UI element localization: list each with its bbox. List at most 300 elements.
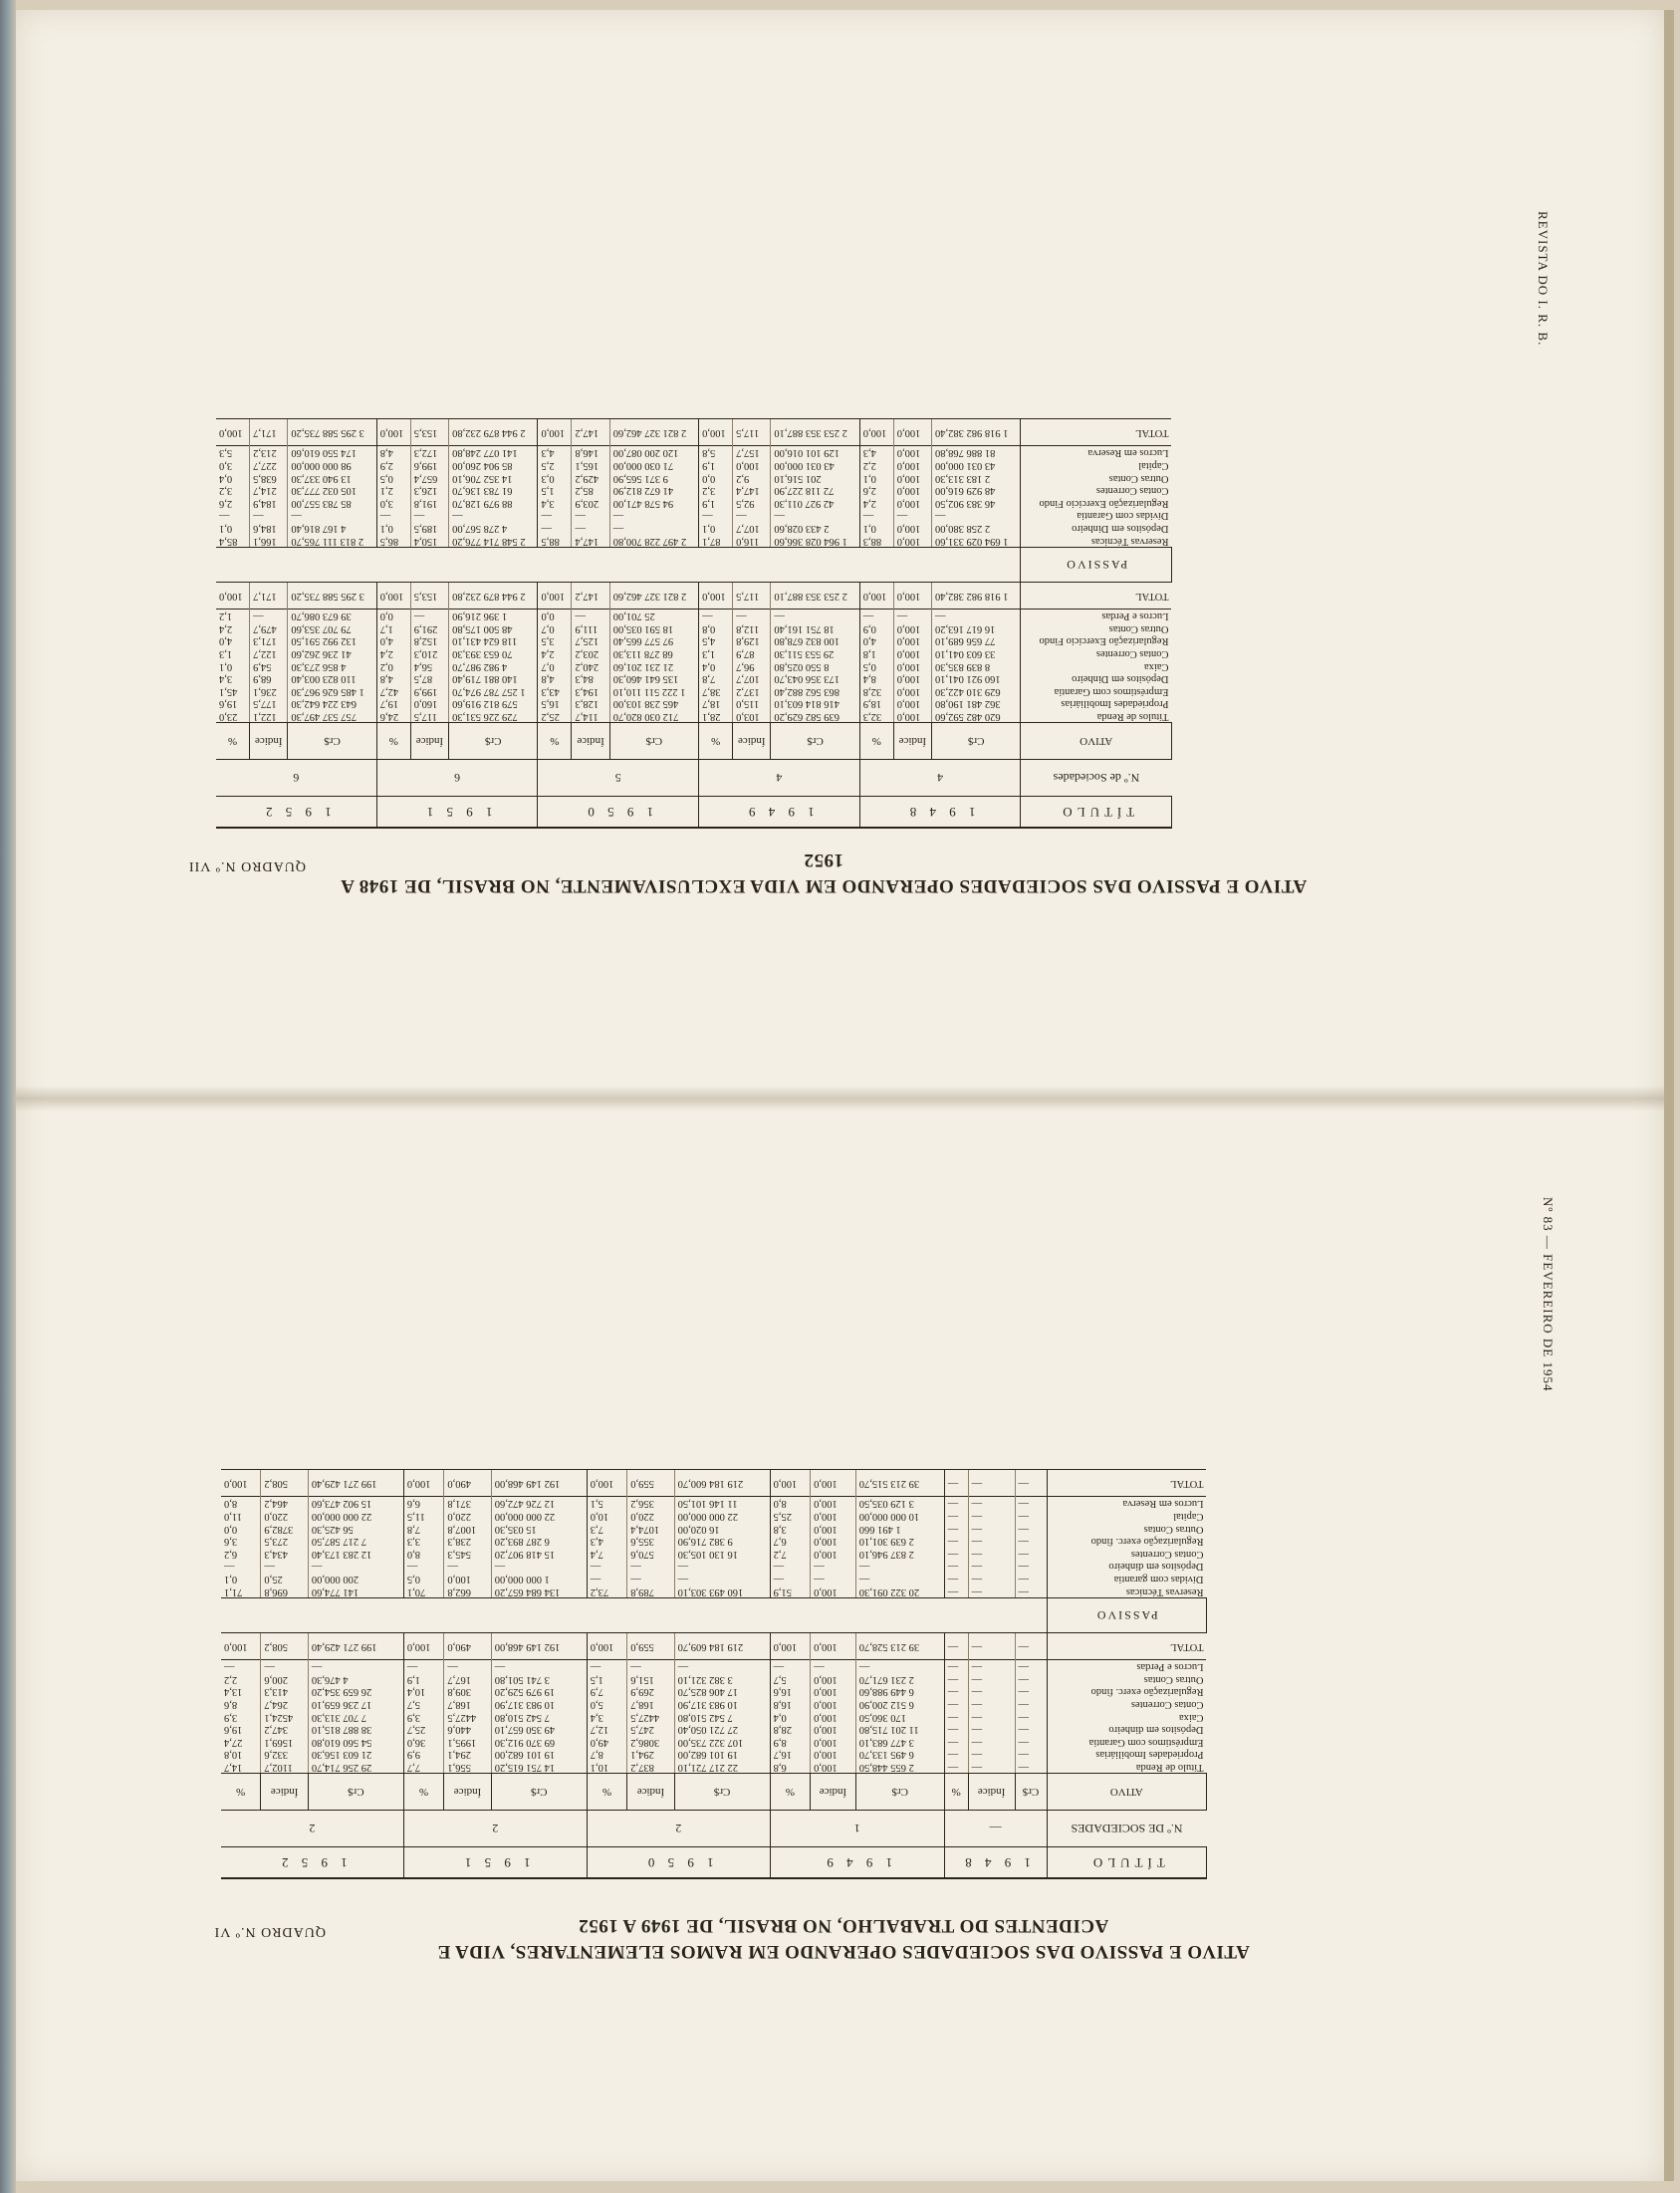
cell-value: 100,0 — [811, 1710, 856, 1723]
cell-value: 88 979 128,70 — [449, 496, 538, 509]
quadro-vi-table — [221, 1469, 1207, 1879]
quadro-vi-label: QUADRO N.º VI — [213, 1924, 326, 1939]
cell-value: 214,7 — [250, 484, 288, 497]
cell-value: 32,3 — [859, 709, 893, 722]
cell-value: 7,2 — [770, 1547, 810, 1560]
cell-value: — — [1015, 1697, 1047, 1710]
total-value: 100,0 — [216, 582, 250, 609]
cell-value: 100,0 — [811, 1584, 856, 1597]
column-header: Cr$ — [491, 1774, 587, 1811]
cell-value: — — [893, 509, 931, 522]
cell-value: 100,0 — [893, 672, 931, 685]
titulo-header: TÍTULO — [1021, 797, 1172, 829]
cell-value: — — [944, 1560, 968, 1573]
cell-value: 0,5 — [376, 471, 410, 484]
cell-value: 9,9 — [403, 1748, 443, 1761]
cell-value: 0,5 — [859, 659, 893, 672]
column-header: Cr$ — [932, 723, 1021, 760]
cell-value: 171,3 — [250, 634, 288, 647]
cell-value: 107,7 — [733, 521, 771, 534]
total-value: 100,0 — [376, 418, 410, 445]
nsoc-value: 4 — [859, 760, 1021, 797]
cell-value: 1569,1 — [261, 1735, 308, 1748]
cell-value: — — [288, 509, 376, 522]
cell-value: — — [855, 1659, 944, 1672]
cell-value: — — [944, 1535, 968, 1548]
cell-value: 13,4 — [221, 1685, 261, 1698]
cell-value: 22 000 000,00 — [491, 1510, 587, 1523]
cell-value: — — [968, 1522, 1015, 1535]
cell-value: 25,5 — [770, 1510, 810, 1523]
cell-value: 7,8 — [699, 672, 733, 685]
total-value: 3 295 588 735,20 — [288, 582, 376, 609]
cell-value: 100,0 — [893, 534, 931, 547]
cell-value: 85 783 557,00 — [288, 496, 376, 509]
table-row — [216, 471, 1172, 484]
cell-value: 39 673 086,70 — [288, 609, 376, 621]
cell-value: 38 887 815,10 — [308, 1723, 403, 1736]
cell-value: 105 032 777,30 — [288, 484, 376, 497]
cell-value: — — [944, 1510, 968, 1523]
cell-value: — — [1015, 1560, 1047, 1573]
row-label: Depósitos em dinheiro — [1047, 1723, 1206, 1736]
cell-value: 21 231 201,60 — [609, 659, 698, 672]
cell-value: 264,7 — [261, 1697, 308, 1710]
cell-value: 116,0 — [733, 534, 771, 547]
cell-value: — — [1015, 1659, 1047, 1672]
row-label: Outras Contas — [1047, 1672, 1206, 1685]
total-value: 219 184 600,70 — [674, 1469, 770, 1496]
row-label: Outras Contas — [1021, 621, 1172, 634]
cell-value: 11,0 — [221, 1510, 261, 1523]
cell-value: — — [968, 1496, 1015, 1509]
cell-value: 0,1 — [216, 659, 250, 672]
total-label: TOTAL — [1021, 418, 1172, 445]
cell-value: 6,7 — [770, 1535, 810, 1548]
cell-value: 94 578 471,00 — [609, 496, 698, 509]
cell-value: 100,0 — [811, 1535, 856, 1548]
total-value: 100,0 — [538, 418, 572, 445]
cell-value: 220,0 — [261, 1510, 308, 1523]
cell-value: 22 217 721,10 — [674, 1760, 770, 1773]
cell-value: 200,6 — [261, 1672, 308, 1685]
total-row — [216, 582, 1172, 609]
cell-value: — — [1015, 1735, 1047, 1748]
cell-value: 10 983 317,90 — [674, 1697, 770, 1710]
cell-value: 120 200 087,00 — [609, 445, 698, 458]
cell-value: 68,9 — [250, 672, 288, 685]
column-header: % — [216, 723, 250, 760]
cell-value: 25,0 — [261, 1572, 308, 1584]
total-value: 100,0 — [859, 582, 893, 609]
cell-value: 639 582 629,20 — [771, 709, 859, 722]
cell-value: — — [968, 1672, 1015, 1685]
cell-value: 5,1 — [587, 1496, 626, 1509]
cell-value: — — [968, 1560, 1015, 1573]
cell-value: — — [444, 1659, 491, 1672]
cell-value: — — [1015, 1672, 1047, 1685]
total-value: 147,2 — [572, 582, 609, 609]
cell-value: 220,0 — [627, 1510, 674, 1523]
total-value: 2 253 353 887,10 — [771, 418, 859, 445]
cell-value: 146,8 — [572, 445, 609, 458]
cell-value: 70,1 — [403, 1584, 443, 1597]
cell-value: 2 639 301,10 — [855, 1535, 944, 1548]
cell-value: 71 030 000,00 — [609, 459, 698, 472]
nsoc-value: — — [944, 1811, 1047, 1847]
cell-value: 125,7 — [572, 634, 609, 647]
total-value: 117,5 — [733, 582, 771, 609]
cell-value: — — [261, 1659, 308, 1672]
cell-value: — — [627, 1659, 674, 1672]
cell-value: 13 940 337,30 — [288, 471, 376, 484]
table-row — [221, 1560, 1207, 1573]
cell-value: 294,1 — [444, 1748, 491, 1761]
cell-value: 157,7 — [733, 445, 771, 458]
cell-value: — — [1015, 1572, 1047, 1584]
cell-value: 729 226 531,30 — [449, 709, 538, 722]
total-value: 199 271 429,40 — [308, 1632, 403, 1659]
cell-value: — — [944, 1572, 968, 1584]
cell-value: 7,7 — [403, 1760, 443, 1773]
row-label: Lucros em Reserva — [1047, 1496, 1206, 1509]
cell-value: 117,5 — [410, 709, 448, 722]
cell-value: 1,9 — [699, 496, 733, 509]
cell-value: 2,1 — [376, 484, 410, 497]
cell-value: 2,4 — [538, 646, 572, 659]
table-row — [216, 445, 1172, 458]
cell-value: 87,1 — [699, 534, 733, 547]
cell-value: — — [1015, 1547, 1047, 1560]
cell-value: 3,9 — [221, 1710, 261, 1723]
cell-value: 100,0 — [811, 1748, 856, 1761]
cell-value: — — [968, 1685, 1015, 1698]
total-value: 100,0 — [538, 582, 572, 609]
cell-value: 100,0 — [893, 634, 931, 647]
cell-value: 19,6 — [221, 1723, 261, 1736]
total-value: 39 213 515,70 — [855, 1469, 944, 1496]
row-label: Títulos de Renda — [1021, 709, 1172, 722]
total-value: 153,5 — [410, 418, 448, 445]
column-header: Índice — [572, 723, 609, 760]
total-value: 100,0 — [893, 418, 931, 445]
total-value: — — [1015, 1469, 1047, 1496]
cell-value: 107,7 — [733, 672, 771, 685]
cell-value: 19 101 682,00 — [491, 1748, 587, 1761]
cell-value: 2,6 — [859, 484, 893, 497]
cell-value: — — [968, 1710, 1015, 1723]
cell-value: 15 035,30 — [491, 1522, 587, 1535]
cell-value: — — [572, 509, 609, 522]
cell-value: 129,8 — [733, 634, 771, 647]
cell-value: 191,8 — [410, 496, 448, 509]
cell-value: 7,9 — [587, 1685, 626, 1698]
column-header: Índice — [968, 1774, 1015, 1811]
cell-value: 51,9 — [770, 1584, 810, 1597]
table-row — [221, 1496, 1207, 1509]
total-value: 100,0 — [859, 418, 893, 445]
cell-value: 152,8 — [410, 634, 448, 647]
cell-value: 118 624 431,10 — [449, 634, 538, 647]
row-label: Propriedades Imobiliárias — [1021, 697, 1172, 710]
cell-value: 1 396 216,90 — [449, 609, 538, 621]
cell-value: 0,0 — [221, 1522, 261, 1535]
cell-value: 100,0 — [893, 445, 931, 458]
cell-value: 167,7 — [444, 1672, 491, 1685]
cell-value: 73,2 — [587, 1584, 626, 1597]
cell-value: 18 591 035,00 — [609, 621, 698, 634]
cell-value: 21 603 156,30 — [308, 1748, 403, 1761]
total-value: 100,0 — [216, 418, 250, 445]
cell-value: 42,7 — [376, 684, 410, 697]
row-label: Propriedades Imobiliárias — [1047, 1748, 1206, 1761]
cell-value: 77 656 689,10 — [932, 634, 1021, 647]
table-row — [221, 1723, 1207, 1736]
cell-value: 48 500 175,80 — [449, 621, 538, 634]
cell-value: 27,4 — [221, 1735, 261, 1748]
total-value: — — [944, 1469, 968, 1496]
cell-value: 429,2 — [572, 471, 609, 484]
titulo-header: TÍTULO — [1047, 1847, 1206, 1879]
year-header: 1 9 5 0 — [587, 1847, 770, 1879]
cell-value: 42 927 011,30 — [771, 496, 859, 509]
nsoc-value: 6 — [376, 760, 538, 797]
cell-value: 85,2 — [572, 484, 609, 497]
cell-value: 86,5 — [376, 534, 410, 547]
quadro-vii-table — [216, 418, 1172, 829]
column-header: Cr$ — [609, 723, 698, 760]
cell-value: 332,6 — [261, 1748, 308, 1761]
cell-value: 4,8 — [538, 672, 572, 685]
cell-value: 3,8 — [770, 1522, 810, 1535]
cell-value: 46 383 902,50 — [932, 496, 1021, 509]
table-row — [221, 1535, 1207, 1548]
ativo-label: ATIVO — [1047, 1774, 1206, 1811]
total-row — [221, 1469, 1207, 1496]
cell-value: 112,8 — [733, 621, 771, 634]
cell-value: 2 813 111 765,70 — [288, 534, 376, 547]
column-header: Índice — [733, 723, 771, 760]
cell-value: 8,0 — [403, 1547, 443, 1560]
cell-value: 12,7 — [587, 1723, 626, 1736]
cell-value: 3782,9 — [261, 1522, 308, 1535]
cell-value: 0,1 — [216, 521, 250, 534]
row-label: Depósitos em dinheiro — [1047, 1560, 1206, 1573]
cell-value: 7,8 — [403, 1522, 443, 1535]
year-header: 1 9 5 2 — [221, 1847, 403, 1879]
cell-value: 3 382 321,10 — [674, 1672, 770, 1685]
cell-value: 14 352 706,10 — [449, 471, 538, 484]
row-label: Lucros e Perdas — [1021, 609, 1172, 621]
cell-value: 19 101 682,00 — [674, 1748, 770, 1761]
cell-value: 1,5 — [587, 1672, 626, 1685]
cell-value: 68 278 113,30 — [609, 646, 698, 659]
column-header: % — [587, 1774, 626, 1811]
table-row — [216, 521, 1172, 534]
cell-value: 165,1 — [572, 459, 609, 472]
cell-value: — — [1015, 1522, 1047, 1535]
cell-value: 2 548 714 776,20 — [449, 534, 538, 547]
cell-value: — — [1015, 1496, 1047, 1509]
cell-value: — — [859, 609, 893, 621]
row-label: Regularização exerc. findo — [1047, 1535, 1206, 1548]
cell-value: 172,3 — [410, 445, 448, 458]
year-header: 1 9 4 8 — [859, 797, 1021, 829]
cell-value: 71,1 — [221, 1584, 261, 1597]
total-value: 100,0 — [403, 1632, 443, 1659]
cell-value: 362 481 190,80 — [932, 697, 1021, 710]
cell-value: 115,0 — [733, 697, 771, 710]
cell-value: 70 653 393,30 — [449, 646, 538, 659]
cell-value: 1074,4 — [627, 1522, 674, 1535]
cell-value: 7 217 587,50 — [308, 1535, 403, 1548]
cell-value: 4 476,30 — [308, 1672, 403, 1685]
cell-value: 479,7 — [250, 621, 288, 634]
cell-value: 45,1 — [216, 684, 250, 697]
cell-value: — — [944, 1760, 968, 1773]
table-row — [216, 634, 1172, 647]
cell-value: — — [944, 1748, 968, 1761]
total-value: 100,0 — [587, 1469, 626, 1496]
cell-value: 465 238 103,00 — [609, 697, 698, 710]
cell-value: 6,8 — [770, 1760, 810, 1773]
column-header-row — [221, 1774, 1207, 1811]
table-row — [221, 1547, 1207, 1560]
cell-value: — — [587, 1560, 626, 1573]
cell-value: 0,4 — [770, 1710, 810, 1723]
cell-value: 18 751 161,40 — [771, 621, 859, 634]
cell-value: 11 201 715,80 — [855, 1723, 944, 1736]
cell-value: 1995,1 — [444, 1735, 491, 1748]
cell-value: 1 257 787 974,70 — [449, 684, 538, 697]
table-row — [216, 609, 1172, 621]
cell-value: 141 077 248,80 — [449, 445, 538, 458]
total-value: 39 213 528,70 — [855, 1632, 944, 1659]
cell-value: 100,0 — [893, 521, 931, 534]
cell-value: 147,4 — [733, 484, 771, 497]
row-label: Dívidas com Garantia — [1021, 509, 1172, 522]
column-header: Índice — [444, 1774, 491, 1811]
cell-value: 122,7 — [250, 646, 288, 659]
cell-value: 19,6 — [216, 697, 250, 710]
row-label: Reservas Técnicas — [1021, 534, 1172, 547]
cell-value: 29 553 511,30 — [771, 646, 859, 659]
row-label: Contas Correntes — [1047, 1547, 1206, 1560]
cell-value: — — [968, 1760, 1015, 1773]
cell-value: 140 881 719,40 — [449, 672, 538, 685]
cell-value: — — [627, 1572, 674, 1584]
cell-value: 16,7 — [770, 1748, 810, 1761]
cell-value: 3,3 — [403, 1535, 443, 1548]
cell-value: 7 542 510,80 — [491, 1710, 587, 1723]
column-header: Cr$ — [674, 1774, 770, 1811]
cell-value: 43,3 — [538, 684, 572, 697]
total-row — [221, 1632, 1207, 1659]
cell-value: 147,4 — [572, 534, 609, 547]
cell-value: 10,8 — [221, 1748, 261, 1761]
nsoc-value: 1 — [770, 1811, 944, 1847]
cell-value: 4,3 — [538, 445, 572, 458]
cell-value: 1,9 — [403, 1672, 443, 1685]
passivo-label: PASSIVO — [1047, 1597, 1206, 1632]
cell-value: 166,1 — [250, 534, 288, 547]
cell-value: — — [771, 609, 859, 621]
cell-value: 141 774,60 — [308, 1584, 403, 1597]
cell-value: 18,9 — [859, 697, 893, 710]
cell-value: 27 721 050,40 — [674, 1723, 770, 1736]
cell-value: — — [944, 1697, 968, 1710]
cell-value: 2,4 — [859, 496, 893, 509]
cell-value: 643 224 642,30 — [288, 697, 376, 710]
cell-value: 629 310 422,30 — [932, 684, 1021, 697]
cell-value: — — [944, 1659, 968, 1672]
total-value: 100,0 — [221, 1632, 261, 1659]
cell-value: 0,0 — [376, 609, 410, 621]
cell-value: 79 707 353,60 — [288, 621, 376, 634]
cell-value: 128,3 — [572, 697, 609, 710]
cell-value: 1,5 — [538, 484, 572, 497]
cell-value: 41 672 812,90 — [609, 484, 698, 497]
cell-value: — — [572, 521, 609, 534]
cell-value: 4,8 — [376, 672, 410, 685]
row-label: Dívidas com garantia — [1047, 1572, 1206, 1584]
cell-value: 100,0 — [733, 459, 771, 472]
cell-value: 6 495 133,70 — [855, 1748, 944, 1761]
year-header: 1 9 4 9 — [699, 797, 860, 829]
table-row — [221, 1760, 1207, 1773]
cell-value: 85,4 — [216, 534, 250, 547]
cell-value: — — [250, 509, 288, 522]
total-value: 2 821 327 462,60 — [609, 582, 698, 609]
cell-value: 3,4 — [538, 496, 572, 509]
cell-value: 16,5 — [538, 697, 572, 710]
cell-value: — — [410, 509, 448, 522]
table-row — [221, 1735, 1207, 1748]
nsoc-value: 5 — [538, 760, 699, 797]
cell-value: 16,8 — [770, 1697, 810, 1710]
journal-header: REVISTA DO I. R. B. — [1536, 211, 1551, 347]
row-label: Outras Contas — [1047, 1522, 1206, 1535]
cell-value: — — [968, 1723, 1015, 1736]
cell-value: — — [376, 509, 410, 522]
row-label: Depósitos em Dinheiro — [1021, 672, 1172, 685]
cell-value: — — [770, 1659, 810, 1672]
cell-value: — — [968, 1510, 1015, 1523]
cell-value: 100,0 — [811, 1760, 856, 1773]
column-header: % — [221, 1774, 261, 1811]
column-header: Índice — [893, 723, 931, 760]
cell-value: — — [572, 609, 609, 621]
year-header: 1 9 4 9 — [770, 1847, 944, 1879]
cell-value: — — [674, 1572, 770, 1584]
cell-value: 0,1 — [221, 1572, 261, 1584]
cell-value: — — [609, 521, 698, 534]
cell-value: 0,5 — [403, 1572, 443, 1584]
total-value: 192 149 468,00 — [491, 1469, 587, 1496]
ativo-label: ATIVO — [1021, 723, 1172, 760]
cell-value: 1,9 — [699, 459, 733, 472]
cell-value: — — [733, 509, 771, 522]
cell-value: 151,6 — [627, 1672, 674, 1685]
row-label: Regularização exerc. findo — [1047, 1685, 1206, 1698]
total-value: 100,0 — [770, 1632, 810, 1659]
cell-value: — — [699, 609, 733, 621]
cell-value: — — [1015, 1723, 1047, 1736]
cell-value: 5,7 — [770, 1672, 810, 1685]
cell-value: 6 287 893,20 — [491, 1535, 587, 1548]
cell-value: 2,2 — [221, 1672, 261, 1685]
column-header: Cr$ — [1015, 1774, 1047, 1811]
